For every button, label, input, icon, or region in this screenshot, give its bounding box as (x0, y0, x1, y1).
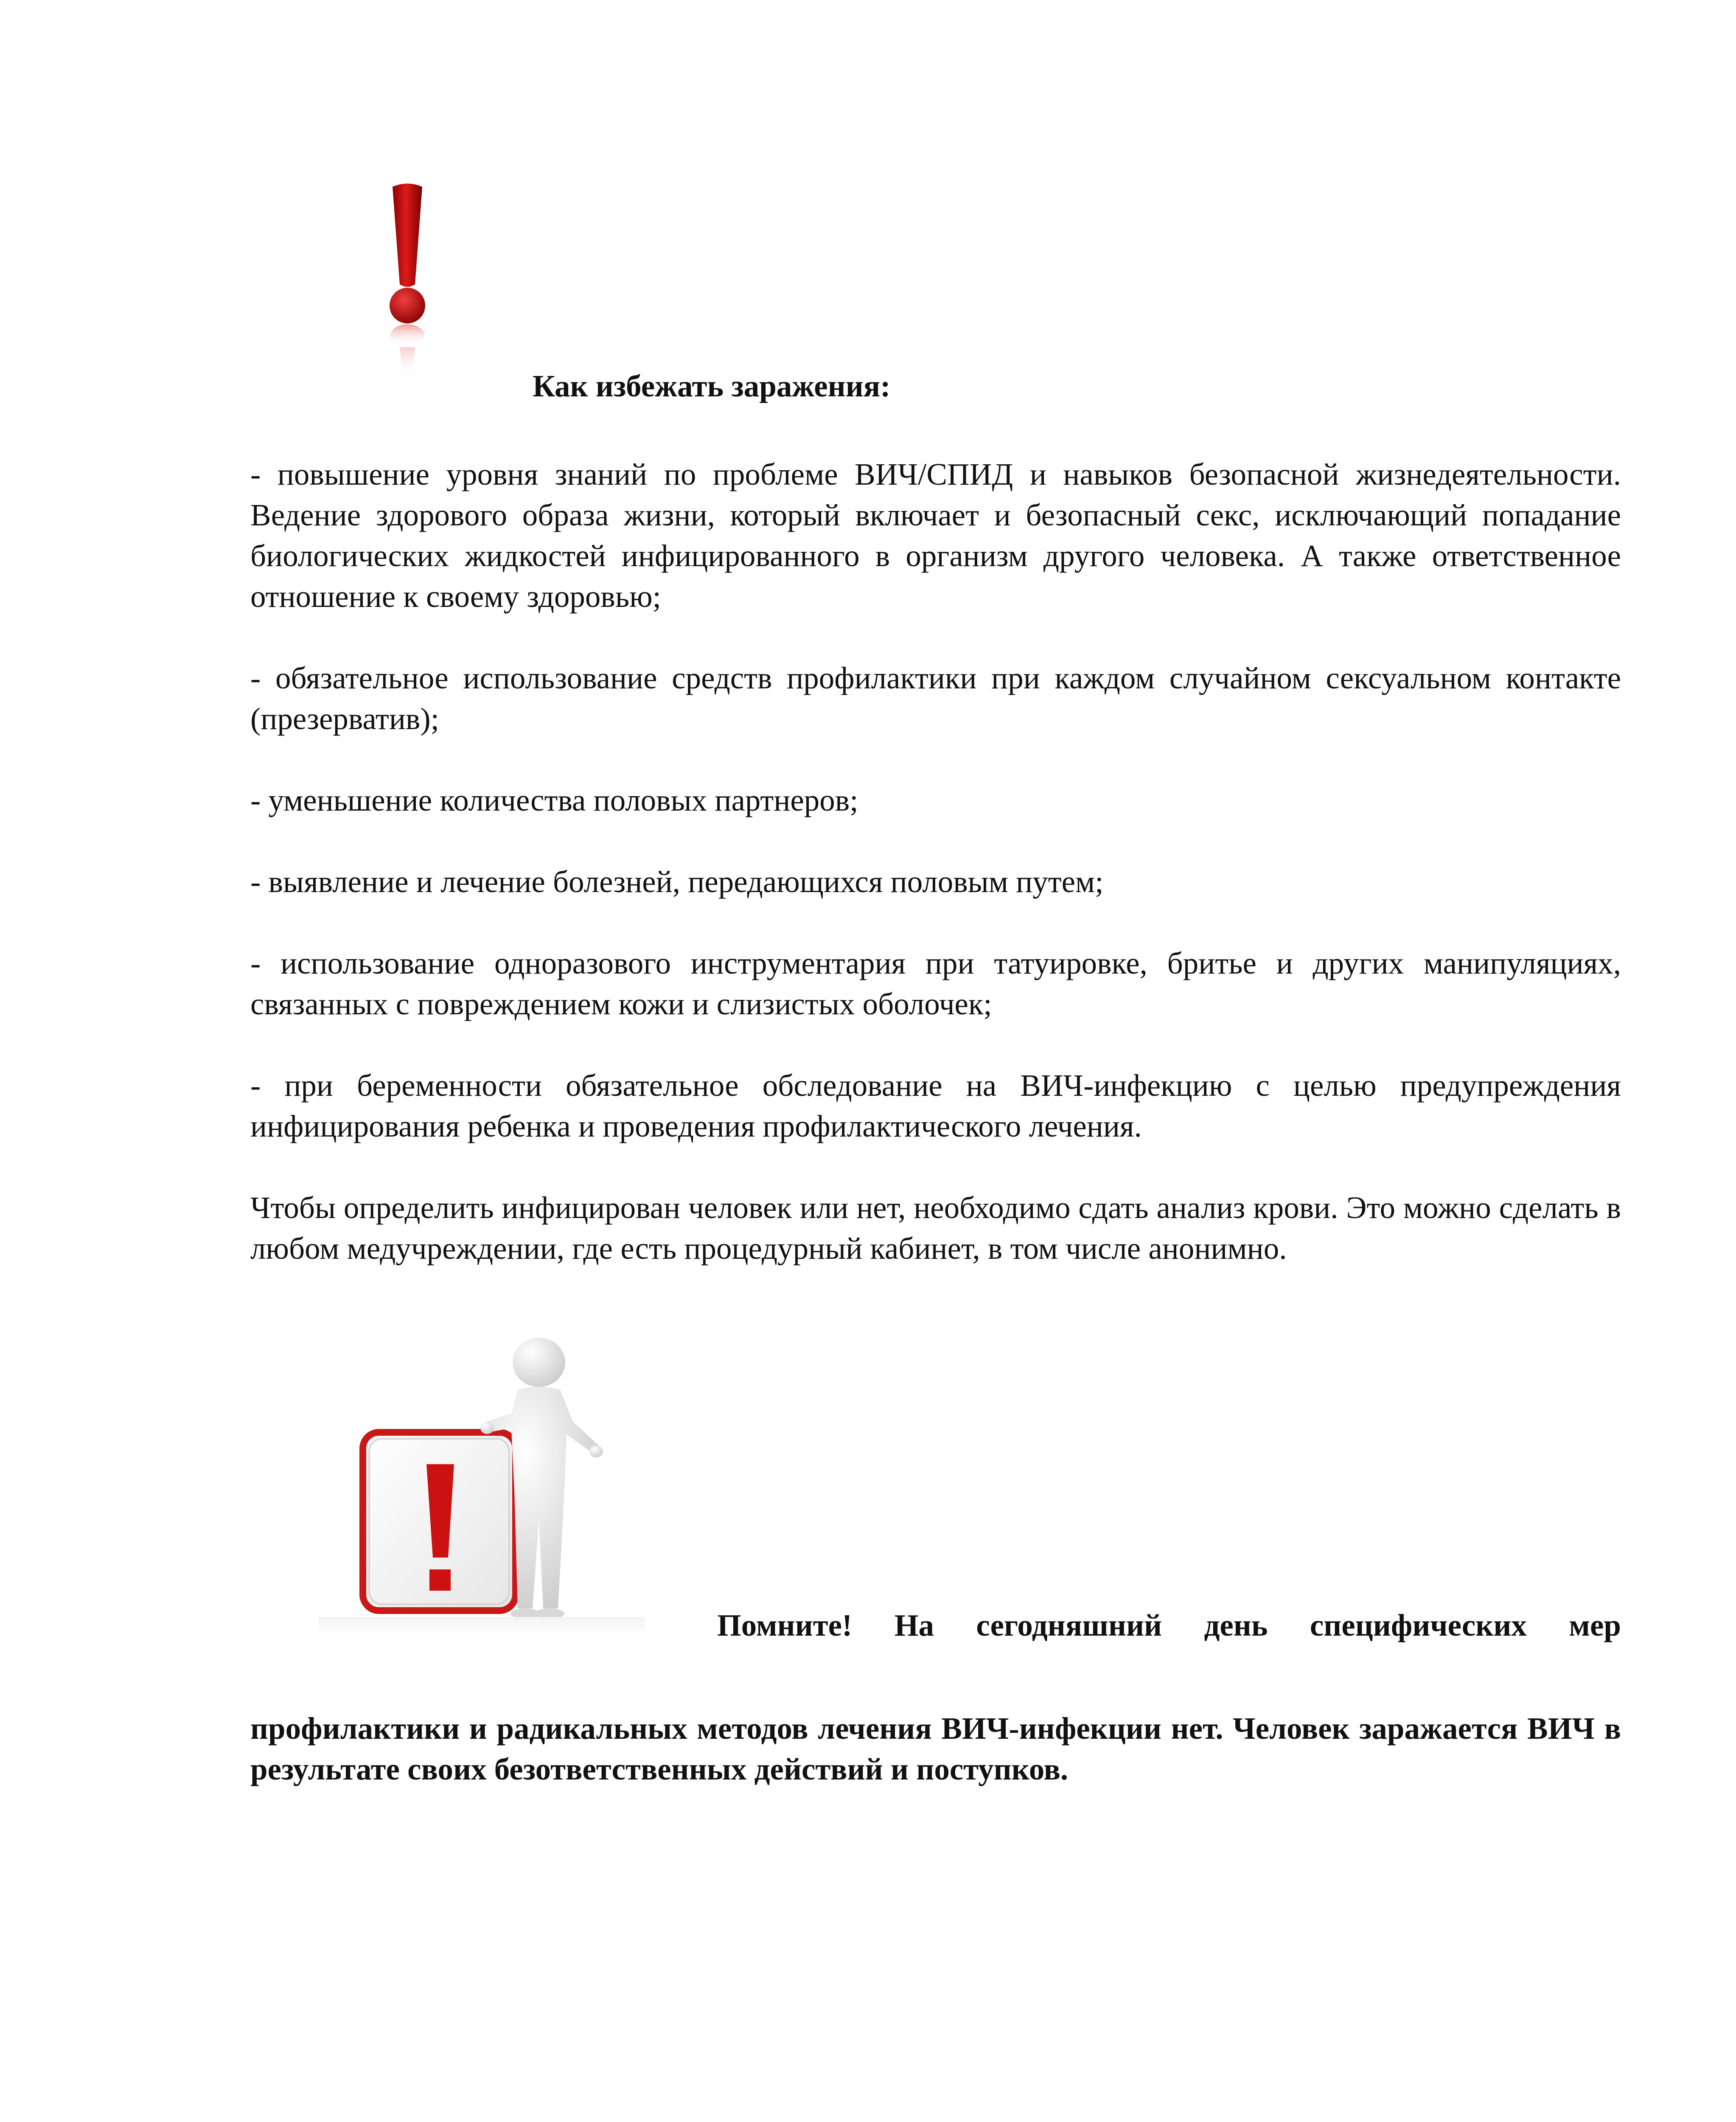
paragraph-protection: - обязательное использование средств профилактики при каждом случайном сексуальном контакте (презерватив); (250, 661, 1621, 736)
paragraph-knowledge: - повышение уровня знаний по проблеме ВИЧ/СПИД и навыков безопасной жизнедеятельности. Ведение здорового образа жизни, который включает и безопасный секс, исключающий попадание биологических жидкостей инфицированного в организм другого человека. А также ответственное отношение к своему здоровью; (250, 457, 1621, 614)
remember-line: Помните! На сегодняшний день специфических мер (717, 1608, 1621, 1642)
section-heading: Как избежать заражения: (533, 369, 891, 403)
paragraph-pregnancy: - при беременности обязательное обследование на ВИЧ-инфекцию с целью предупреждения инфицирования ребенка и проведения профилактического лечения. (250, 1068, 1621, 1143)
remember-continuation: профилактики и радикальных методов лечения ВИЧ-инфекции нет. Человек заражается ВИЧ в результате своих безответственных действий и поступков. (250, 1711, 1621, 1786)
paragraph-testing: Чтобы определить инфицирован человек или нет, необходимо сдать анализ крови. Это можно сделать в любом медучреждении, где есть процедурный кабинет, в том числе анонимно. (250, 1190, 1621, 1266)
red-exclamation-mark-icon (335, 178, 480, 382)
person-with-exclamation-sign-icon (318, 1337, 645, 1642)
paragraph-treatment: - выявление и лечение болезней, передающихся половым путем; (250, 865, 1104, 899)
paragraph-instruments: - использование одноразового инструментария при татуировке, бритье и других манипуляциях, связанных с повреждением кожи и слизистых оболочек; (250, 946, 1621, 1021)
paragraph-partners: - уменьшение количества половых партнеров; (250, 783, 858, 817)
